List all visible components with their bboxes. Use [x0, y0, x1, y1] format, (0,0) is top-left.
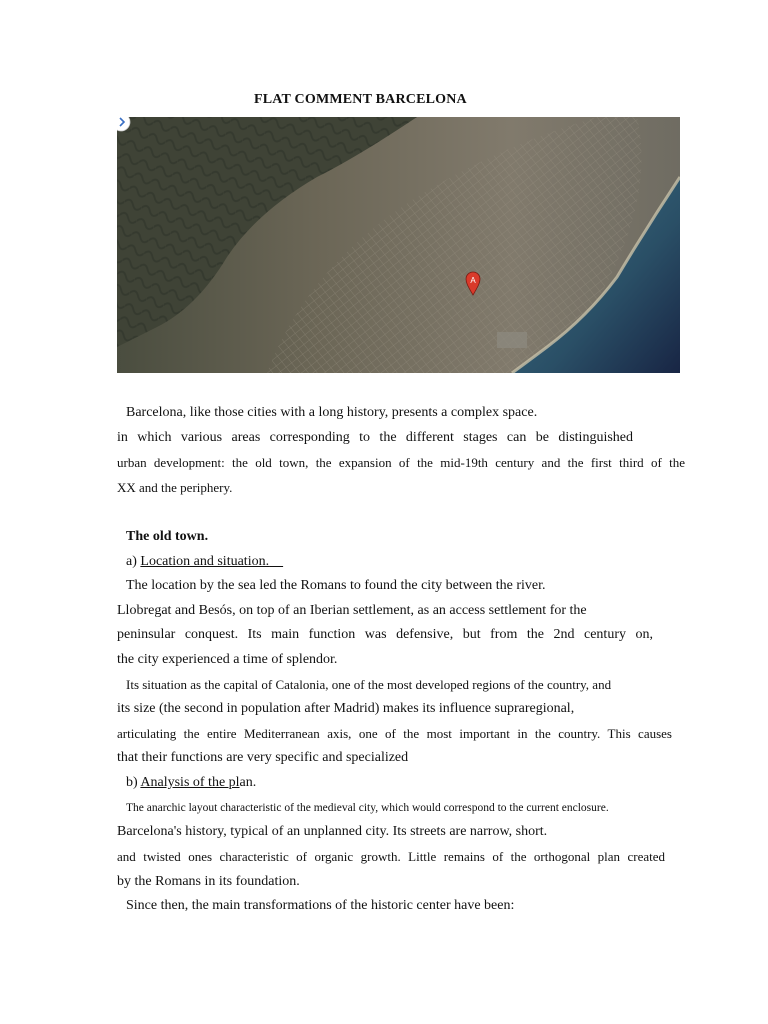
section-title: The old town.: [126, 529, 209, 544]
location-line-7: articulating the entire Mediterranean axis, one of the most important in the country. This causes: [117, 726, 672, 741]
satellite-map-image: [117, 117, 680, 373]
subsection-a-title: Location and situation.: [140, 554, 270, 569]
plan-line-4: by the Romans in its foundation.: [117, 874, 300, 889]
plan-line-5: Since then, the main transformations of the historic center have been:: [126, 898, 515, 913]
location-line-8: that their functions are very specific and specialized: [117, 750, 409, 765]
location-line-6: its size (the second in population after Madrid) makes its influence supraregional,: [117, 701, 575, 716]
location-line-4: the city experienced a time of splendor.: [117, 652, 338, 667]
page-title: FLAT COMMENT BARCELONA: [254, 92, 467, 107]
subsection-a-prefix: a): [126, 554, 141, 569]
plan-line-1: The anarchic layout characteristic of the medieval city, which would correspond to the current enclosure.: [126, 802, 609, 814]
satellite-map-graphic: [117, 117, 680, 373]
subsection-b-title-underlined: Analysis of the pl: [140, 775, 240, 790]
location-line-2: Llobregat and Besós, on top of an Iberian settlement, as an access settlement for the: [117, 603, 587, 618]
intro-line-1: Barcelona, like those cities with a long history, presents a complex space.: [126, 405, 538, 420]
map-pin-label: A: [470, 276, 476, 285]
intro-line-3: urban development: the old town, the expansion of the mid-19th century and the first third of the: [117, 455, 685, 470]
plan-line-3: and twisted ones characteristic of organic growth. Little remains of the orthogonal plan created: [117, 849, 665, 864]
location-line-1: The location by the sea led the Romans to found the city between the river.: [126, 578, 546, 593]
subsection-b-title-rest: an.: [239, 775, 257, 790]
subsection-b-heading: [126, 774, 256, 792]
subsection-b-prefix: b): [126, 775, 141, 790]
subsection-a-heading: [126, 553, 283, 571]
subsection-a-underline-tail: [269, 554, 283, 569]
plan-line-2: Barcelona's history, typical of an unplanned city. Its streets are narrow, short.: [117, 824, 548, 839]
location-line-5: Its situation as the capital of Catalonia, one of the most developed regions of the country, and: [126, 677, 612, 692]
location-line-3: peninsular conquest. Its main function was defensive, but from the 2nd century on,: [117, 627, 653, 642]
intro-line-2: in which various areas corresponding to the different stages can be distinguished: [117, 430, 633, 445]
intro-line-4: XX and the periphery.: [117, 480, 233, 495]
